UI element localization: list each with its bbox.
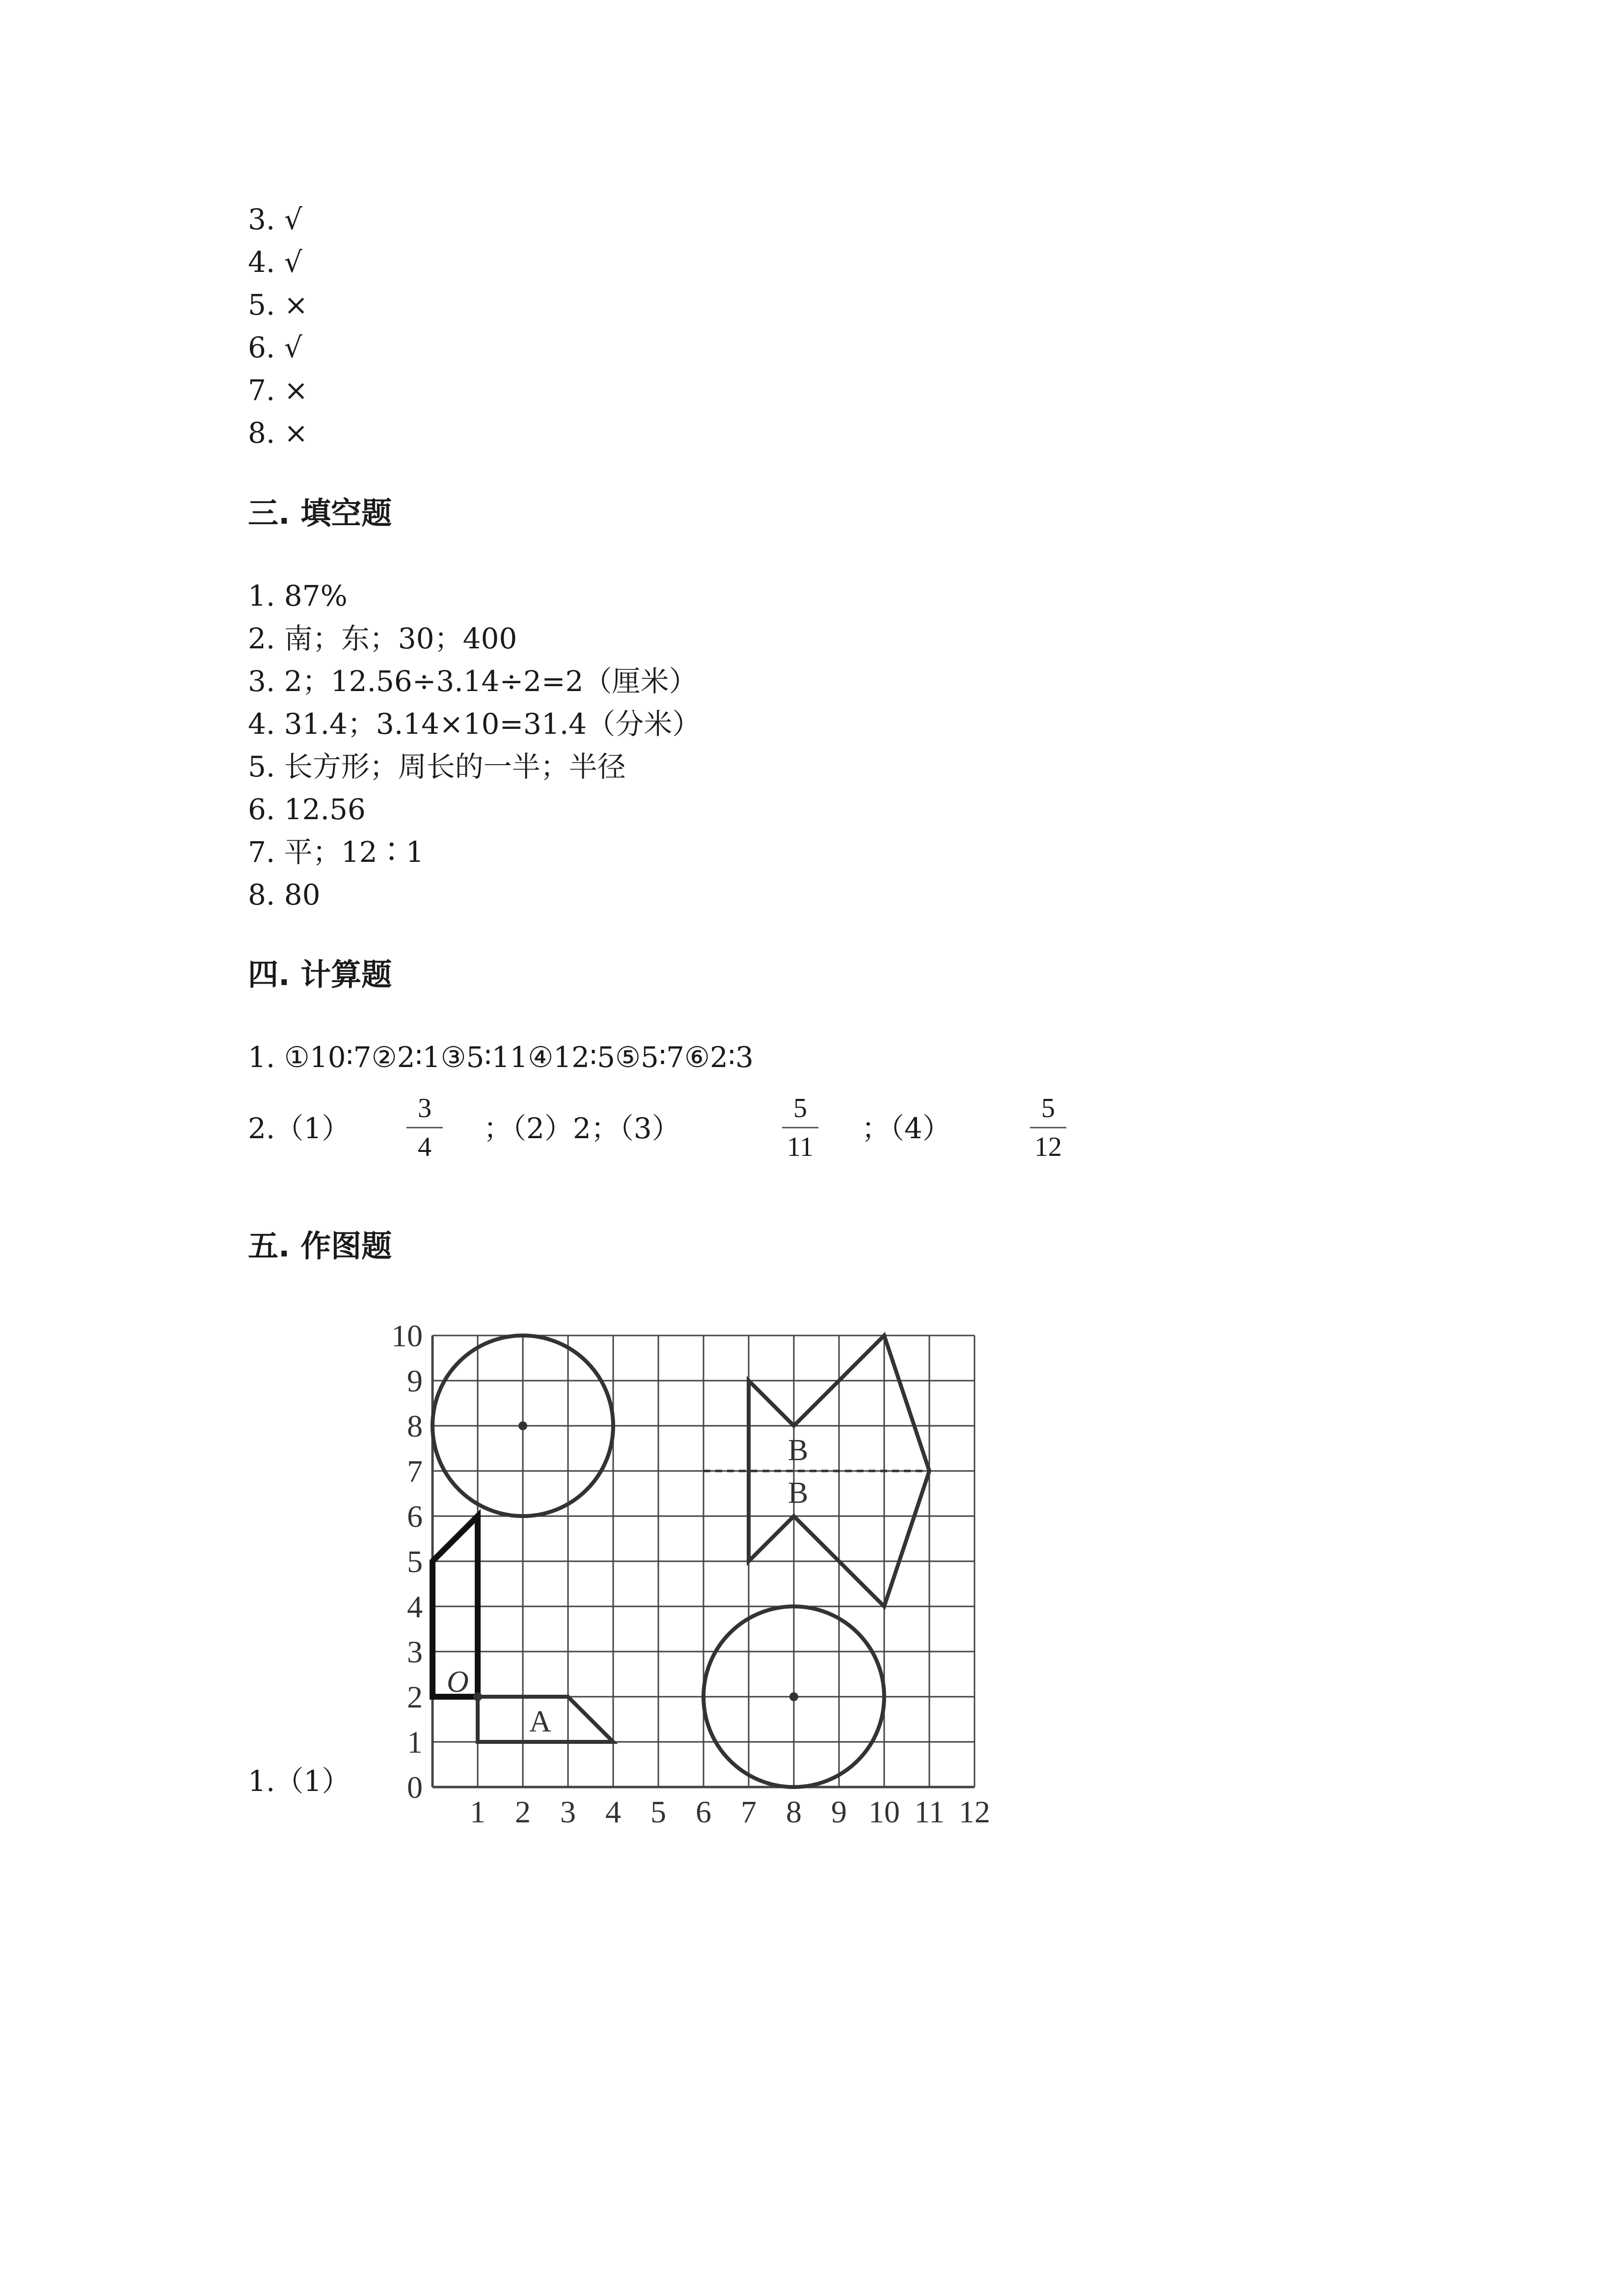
y-tick-label: 7 [407,1454,423,1489]
fraction-numerator: 5 [1041,1093,1055,1123]
x-tick-label: 10 [868,1794,900,1829]
fill-item-1: 1. 87% [248,579,348,613]
label-a: A [529,1705,551,1738]
fraction-three-quarters [403,1095,447,1161]
y-tick-label: 9 [407,1363,423,1398]
x-tick-label: 8 [786,1794,802,1829]
fill-item-4: 4. 31.4；3.14×10=31.4（分米） [248,707,701,741]
label-o: O [447,1665,469,1699]
fraction-numerator: 5 [793,1093,807,1123]
label-b-top: B [788,1434,809,1467]
judge-item-3: 3. √ [248,203,302,236]
x-tick-label: 4 [605,1794,621,1829]
section-heading-fill-blank: 三. 填空题 [248,495,392,531]
calc-item-2-part-3: ；（4） [862,1112,951,1145]
x-tick-label: 11 [914,1794,945,1829]
x-tick-label: 3 [560,1794,576,1829]
label-b-bottom: B [788,1476,809,1510]
judge-item-6: 6. √ [248,331,302,364]
fill-item-2: 2. 南；东；30；400 [248,622,517,655]
fraction-bar [1030,1127,1066,1128]
y-tick-label: 4 [407,1589,423,1624]
y-tick-label: 10 [391,1318,423,1353]
y-tick-label: 0 [407,1770,423,1805]
y-tick-label: 2 [407,1680,423,1714]
point-o-dot [473,1692,482,1701]
x-axis-ticks [470,1794,990,1829]
fraction-denominator: 4 [418,1132,432,1162]
calc-item-1: 1. ①10∶7②2∶1③5∶11④12∶5⑤5∶7⑥2∶3 [248,1041,754,1074]
fraction-denominator: 12 [1034,1132,1062,1162]
fraction-bar [782,1127,818,1128]
y-tick-label: 6 [407,1499,423,1534]
fill-item-8: 8. 80 [248,878,321,911]
y-tick-label: 8 [407,1409,423,1443]
fill-item-6: 6. 12.56 [248,793,366,826]
x-tick-label: 12 [959,1794,990,1829]
fill-item-7: 7. 平；12∶1 [248,835,424,869]
grid-lines [433,1335,974,1787]
fraction-five-elevenths [778,1095,822,1161]
circle-center-dot-lower [789,1692,798,1701]
y-tick-label: 1 [407,1725,423,1760]
coordinate-grid-figure [383,1306,1021,1836]
y-axis-ticks [391,1318,423,1805]
circle-center-dot-upper [518,1421,527,1430]
x-tick-label: 1 [470,1794,486,1829]
judge-item-8: 8. × [248,416,308,450]
x-tick-label: 5 [650,1794,666,1829]
fill-item-5: 5. 长方形；周长的一半；半径 [248,750,626,783]
section-heading-drawing: 五. 作图题 [248,1228,392,1264]
judge-item-5: 5. × [248,288,308,321]
fraction-bar [406,1127,443,1128]
judge-item-7: 7. × [248,374,308,407]
x-tick-label: 6 [696,1794,711,1829]
y-tick-label: 3 [407,1634,423,1669]
calc-item-2-part-2: ；（2）2；（3） [484,1112,680,1145]
fraction-five-twelfths [1026,1095,1070,1161]
x-tick-label: 7 [741,1794,757,1829]
judge-item-4: 4. √ [248,245,302,279]
fill-item-3: 3. 2；12.56÷3.14÷2=2（厘米） [248,665,698,698]
fraction-numerator: 3 [418,1093,432,1123]
y-tick-label: 5 [407,1544,423,1579]
x-tick-label: 9 [831,1794,847,1829]
fraction-denominator: 11 [787,1132,813,1162]
drawing-item-1-label: 1.（1） [248,1764,351,1798]
x-tick-label: 2 [515,1794,531,1829]
calc-item-2-part-1: 2.（1） [248,1112,351,1145]
section-heading-calculation: 四. 计算题 [248,957,392,992]
